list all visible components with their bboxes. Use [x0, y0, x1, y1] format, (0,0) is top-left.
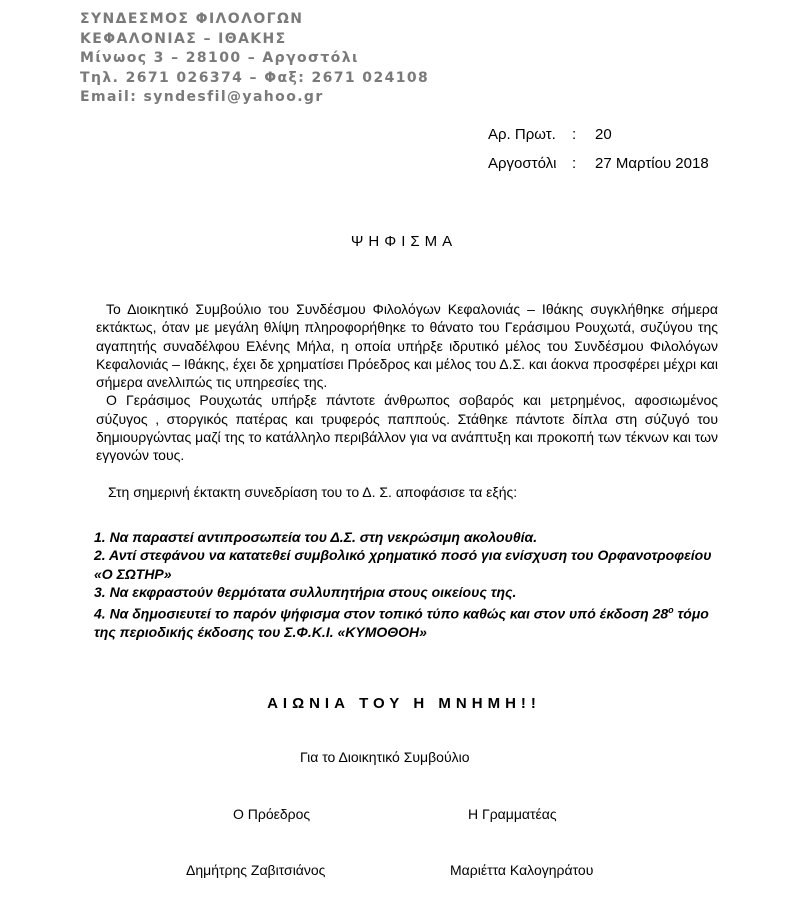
secretary-title: Η Γραμματέας — [468, 806, 557, 822]
protocol-number: 20 — [595, 126, 612, 143]
paragraph-announcement: Το Διοικητικό Συμβούλιο του Συνδέσμου Φιλολόγων Κεφαλονιάς – Ιθάκης συγκλήθηκε σήμερα εκτάκτως, όταν με μεγάλη θλίψη πληροφορήθηκε το θάνατο του Γεράσιμου Ρουχωτά, συζύγου της αγαπητής συναδέλφου Ελένης Μήλα, η οποία υπήρξε ιδρυτικό μέλος του Συνδέσμου Φιλολόγων Κεφαλονιάς – Ιθάκης, έχει δε χρηματίσει Πρόεδρος και μέλος του Δ.Σ. και άοκνα προσφέρει μέχρι και σήμερα ανελλιπώς τις υπηρεσίες της. — [96, 301, 718, 391]
decision-item: 2. Αντί στεφάνου να κατατεθεί συμβολικό χρηματικό ποσό για ενίσχυση του Ορφανοτροφείου «Ο ΣΩΤΗΡ» — [94, 547, 712, 582]
date-row — [488, 149, 709, 178]
decision-text: 4. Να δημοσιευτεί το παρόν ψήφισμα στον τοπικό τύπο καθώς και στον υπό έκδοση 28 — [94, 605, 669, 622]
association-phone-fax: Τηλ. 2671 026374 – Φαξ: 2671 024108 — [80, 69, 430, 86]
place-label: Αργοστόλι — [488, 155, 557, 172]
document-title: ΨΗΦΙΣΜΑ — [350, 233, 458, 250]
decision-text-continued: τόμο της περιοδικής έκδοσης του Σ.Φ.Κ.Ι. «ΚΥΜΟΘΟΗ» — [94, 605, 709, 641]
protocol-label: Αρ. Πρωτ. — [488, 126, 556, 143]
ordinal-superscript: ο — [668, 605, 674, 616]
secretary-name: Μαριέττα Καλογηράτου — [450, 862, 594, 878]
paragraph-tribute: Ο Γεράσιμος Ρουχωτάς υπήρξε πάντοτε άνθρωπος σοβαρός και μετρημένος, αφοσιωμένος σύζυγος , στοργικός πατέρας και τρυφερός παππούς. Στάθηκε πάντοτε δίπλα στη σύζυγό του δημιουργώντας μαζί της το κατάλληλο περιβάλλον για να ανάπτυξη και προκοπή των τέκνων και των εγγονών τους. — [96, 392, 718, 464]
president-title: Ο Πρόεδρος — [233, 806, 311, 822]
decision-item — [94, 601, 720, 641]
resolution-body — [96, 300, 718, 501]
association-address: Μίνωος 3 – 28100 – Αργοστόλι — [80, 50, 359, 66]
association-letterhead — [80, 10, 429, 108]
association-region: ΚΕΦΑΛΟΝΙΑΣ – ΙΘΑΚΗΣ — [80, 30, 287, 47]
decision-item: 3. Να εκφραστούν θερμότατα συλλυπητήρια στους οικείους της. — [94, 583, 517, 600]
reference-block — [488, 120, 709, 178]
association-name: ΣΥΝΔΕΣΜΟΣ ΦΙΛΟΛΟΓΩΝ — [80, 11, 304, 27]
association-email: Email: syndesfil@yahoo.gr — [80, 89, 324, 105]
date-colon: : — [572, 155, 577, 172]
for-board-line: Για το Διοικητικό Συμβούλιο — [300, 749, 470, 765]
president-name: Δημήτρης Ζαβιτσιάνος — [186, 862, 326, 878]
paragraph-decision-intro: Στη σημερινή έκτακτη συνεδρίαση του το Δ. Σ. αποφάσισε τα εξής: — [108, 483, 518, 500]
memorial-phrase: ΑΙΩΝΙΑ ΤΟΥ Η ΜΝΗΜΗ!! — [267, 695, 541, 712]
decisions-list — [94, 528, 720, 641]
protocol-colon: : — [572, 126, 577, 143]
decision-item: 1. Να παραστεί αντιπροσωπεία του Δ.Σ. στη νεκρώσιμη ακολουθία. — [94, 529, 538, 545]
document-date: 27 Μαρτίου 2018 — [595, 155, 709, 172]
protocol-row — [488, 120, 709, 149]
